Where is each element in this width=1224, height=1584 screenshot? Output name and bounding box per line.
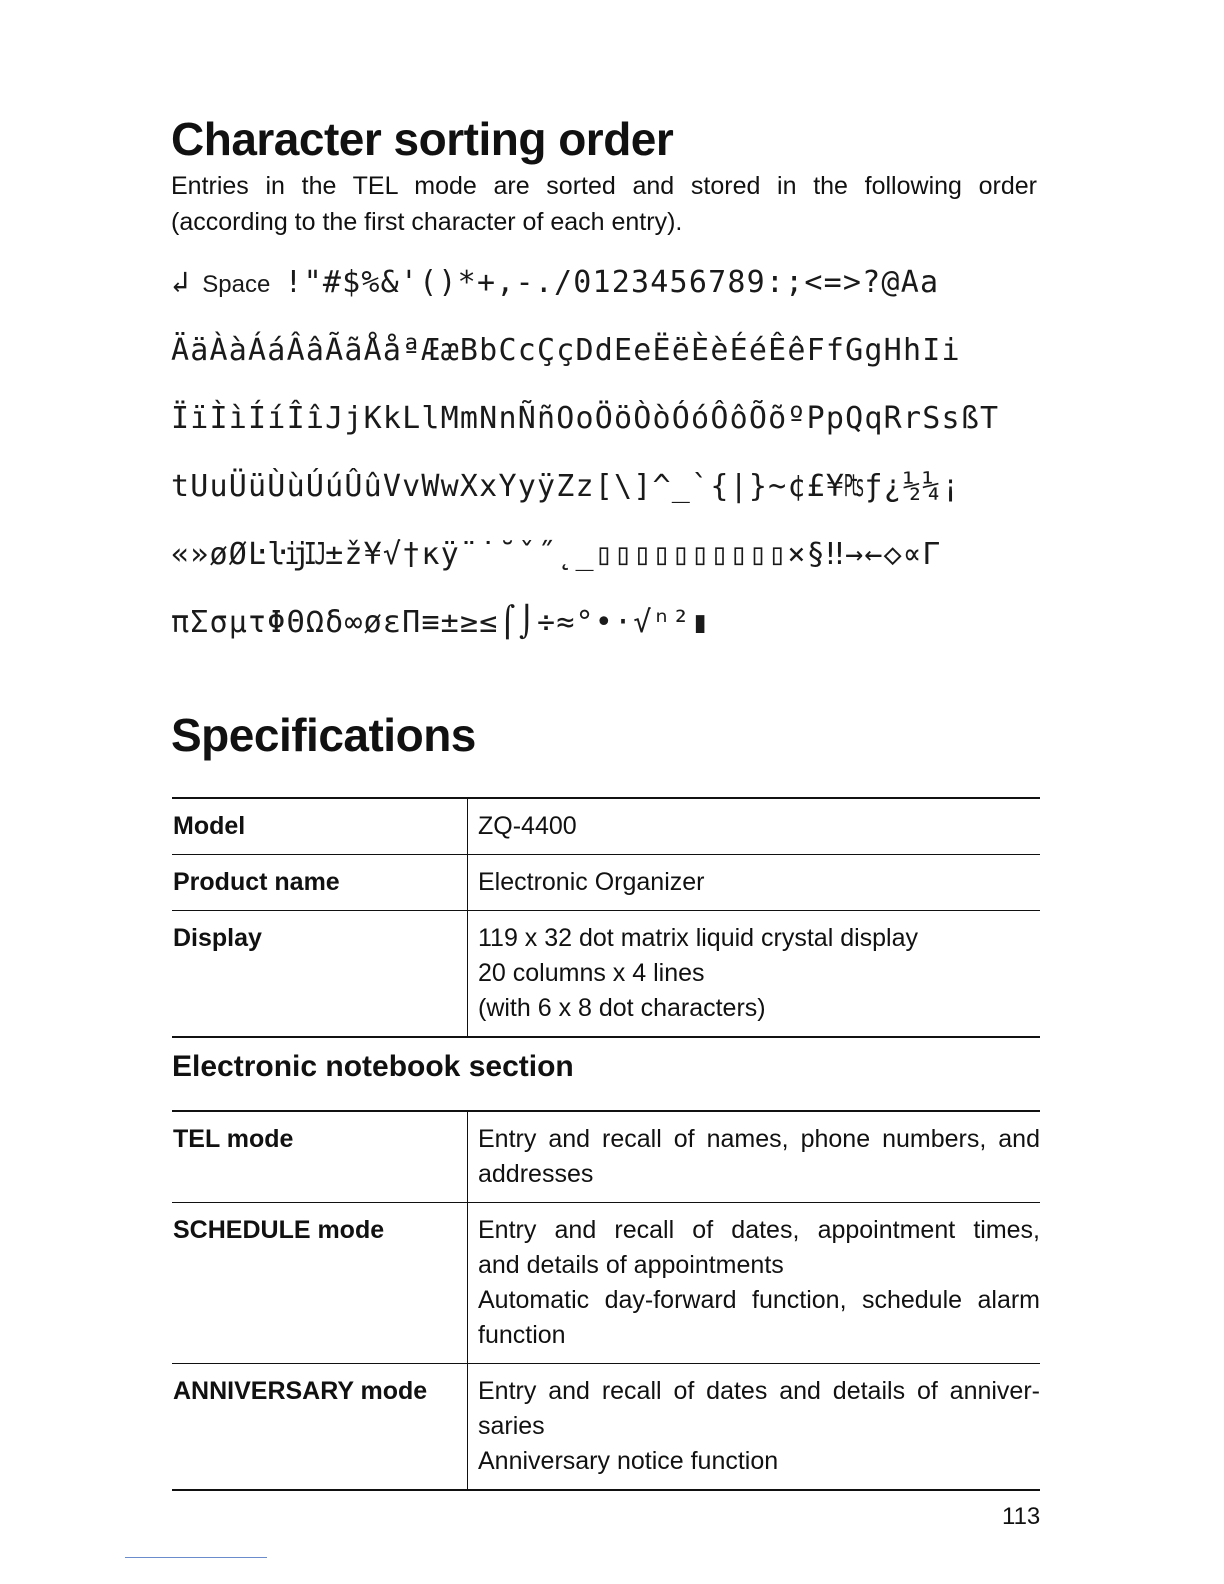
spec-key: TEL mode — [172, 1111, 468, 1203]
space-label: Space — [202, 271, 271, 298]
spec-value-line: function — [478, 1321, 566, 1349]
spec-value-line: Entry and recall of dates, appointment times, — [478, 1216, 1040, 1244]
spec-value-line: Electronic Organizer — [478, 868, 705, 896]
subsection-title-notebook: Electronic notebook section — [172, 1050, 574, 1083]
character-row-6: πΣσμτΦΘΩδ∞øεΠ≡±≥≤⌠⌡÷≈°•·√ⁿ²▮ — [171, 605, 711, 640]
spec-value-line: ZQ-4400 — [478, 812, 577, 840]
table-row — [172, 1111, 1040, 1203]
section-title-specifications: Specifications — [171, 709, 476, 761]
spec-key: ANNIVERSARY mode — [172, 1364, 468, 1491]
table-row — [172, 1203, 1040, 1364]
spec-value-line: Automatic day-forward function, schedule alarm — [478, 1286, 1040, 1314]
sorting-intro-line-2: (according to the first character of each entry). — [171, 208, 683, 236]
character-row-5: «»øØĿŀĳĲ±ž¥√†ĸÿ¨˙˘ˇ˝˛_▯▯▯▯▯▯▯▯▯▯×§‼→←◇∝Γ — [171, 537, 942, 572]
sorting-intro-paragraph — [171, 168, 1037, 240]
character-row-4: tUuÜüÙùÚúÛûVvWwXxYyÿZz[\]^_`{|}~¢£¥₧ƒ¿½¼¡ — [171, 469, 961, 504]
spec-value — [468, 1203, 1041, 1364]
page-number: 113 — [1002, 1503, 1041, 1530]
spec-value-line: and details of appointments — [478, 1251, 784, 1279]
spec-value-line: 119 x 32 dot matrix liquid crystal display — [478, 924, 919, 952]
table-row — [172, 911, 1040, 1038]
spec-value-line: Anniversary notice function — [478, 1447, 779, 1475]
character-row-3: ÏïÌìÍíÎîJjKkLlMmNnÑñOoÖöÒòÓóÔôÕõºPpQqRrSsßT — [171, 401, 1000, 436]
sorting-intro-line-1: Entries in the TEL mode are sorted and stored in the following order — [171, 172, 1037, 200]
character-row-text: !"#$%&'()*+,-./0123456789:;<=>?@Aa — [284, 265, 940, 300]
spec-value-line: Entry and recall of dates and details of anniver- — [478, 1377, 1040, 1405]
enter-icon: ↲ — [171, 265, 191, 300]
table-row — [172, 798, 1040, 855]
spec-value — [468, 911, 1041, 1038]
spec-value — [468, 1111, 1041, 1203]
spec-value-line: Entry and recall of names, phone numbers, and — [478, 1125, 1040, 1153]
footer-divider — [125, 1557, 267, 1558]
spec-value — [468, 1364, 1041, 1491]
spec-value-line: (with 6 x 8 dot characters) — [478, 994, 766, 1022]
table-row — [172, 855, 1040, 911]
spec-value-line: addresses — [478, 1160, 594, 1188]
spec-key: Model — [172, 798, 468, 855]
character-row-2: ÄäÀàÁáÂâÃãÅåªÆæBbCcÇçDdEeËëÈèÉéÊêFfGgHhIi — [171, 333, 961, 368]
notebook-table — [172, 1110, 1040, 1491]
spec-value — [468, 855, 1041, 911]
spec-key: Product name — [172, 855, 468, 911]
character-order-list — [171, 258, 1041, 666]
table-row — [172, 1364, 1040, 1491]
spec-key: Display — [172, 911, 468, 1038]
spec-value-line: 20 columns x 4 lines — [478, 959, 705, 987]
specifications-table — [172, 797, 1040, 1038]
spec-value — [468, 798, 1041, 855]
spec-key: SCHEDULE mode — [172, 1203, 468, 1364]
section-title-character-sorting: Character sorting order — [171, 113, 674, 165]
character-row-1 — [171, 258, 1041, 326]
spec-value-line: saries — [478, 1412, 545, 1440]
